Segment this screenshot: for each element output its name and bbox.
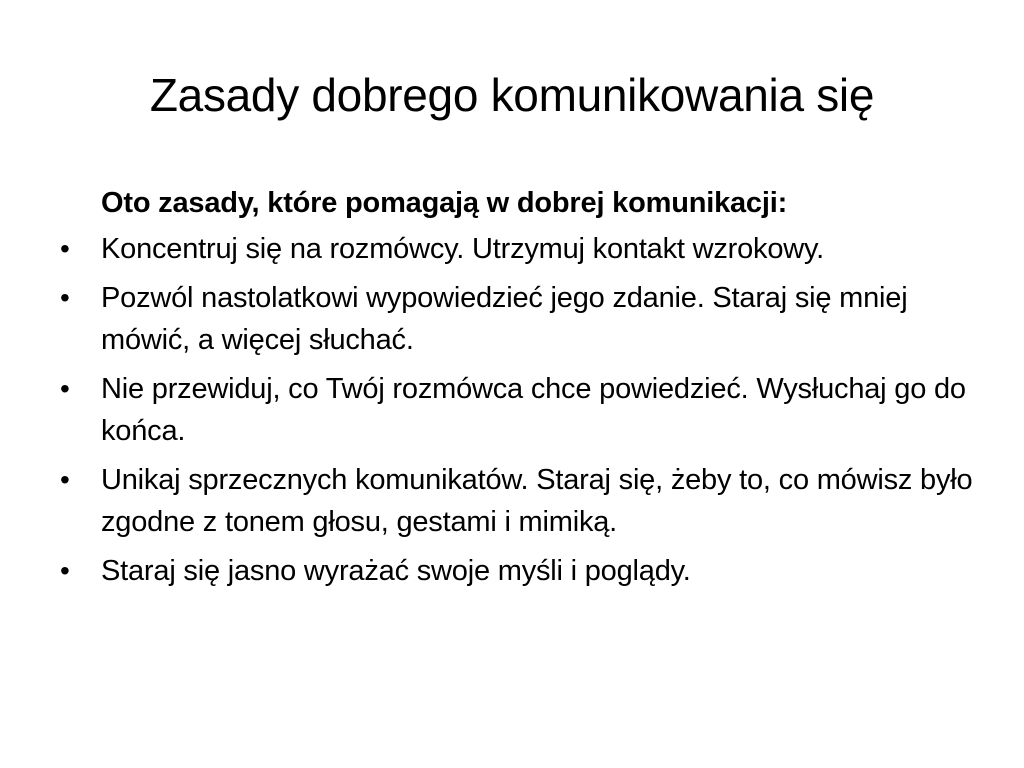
slide-title: Zasady dobrego komunikowania się	[149, 69, 875, 121]
bullet-list	[56, 228, 976, 592]
bullet-text: Nie przewiduj, co Twój rozmówca chce powiedzieć. Wysłuchaj go do końca.	[101, 373, 966, 447]
bullet-icon: •	[60, 282, 70, 313]
bullet-item	[56, 550, 976, 592]
bullet-item	[56, 368, 976, 452]
slide-content	[56, 182, 976, 599]
intro-text: Oto zasady, które pomagają w dobrej komunikacji:	[101, 187, 788, 219]
bullet-text: Staraj się jasno wyrażać swoje myśli i poglądy.	[101, 555, 691, 587]
bullet-text: Pozwól nastolatkowi wypowiedzieć jego zdanie. Staraj się mniej mówić, a więcej słuchać.	[101, 282, 908, 356]
bullet-item	[56, 277, 976, 361]
bullet-icon: •	[60, 464, 70, 495]
bullet-icon: •	[60, 555, 70, 586]
bullet-text: Koncentruj się na rozmówcy. Utrzymuj kontakt wzrokowy.	[101, 233, 825, 265]
bullet-icon: •	[60, 233, 70, 264]
bullet-text: Unikaj sprzecznych komunikatów. Staraj się, żeby to, co mówisz było zgodne z tonem głosu, gestami i mimiką.	[101, 464, 973, 538]
bullet-item	[56, 228, 976, 270]
bullet-icon: •	[60, 373, 70, 404]
bullet-item	[56, 459, 976, 543]
